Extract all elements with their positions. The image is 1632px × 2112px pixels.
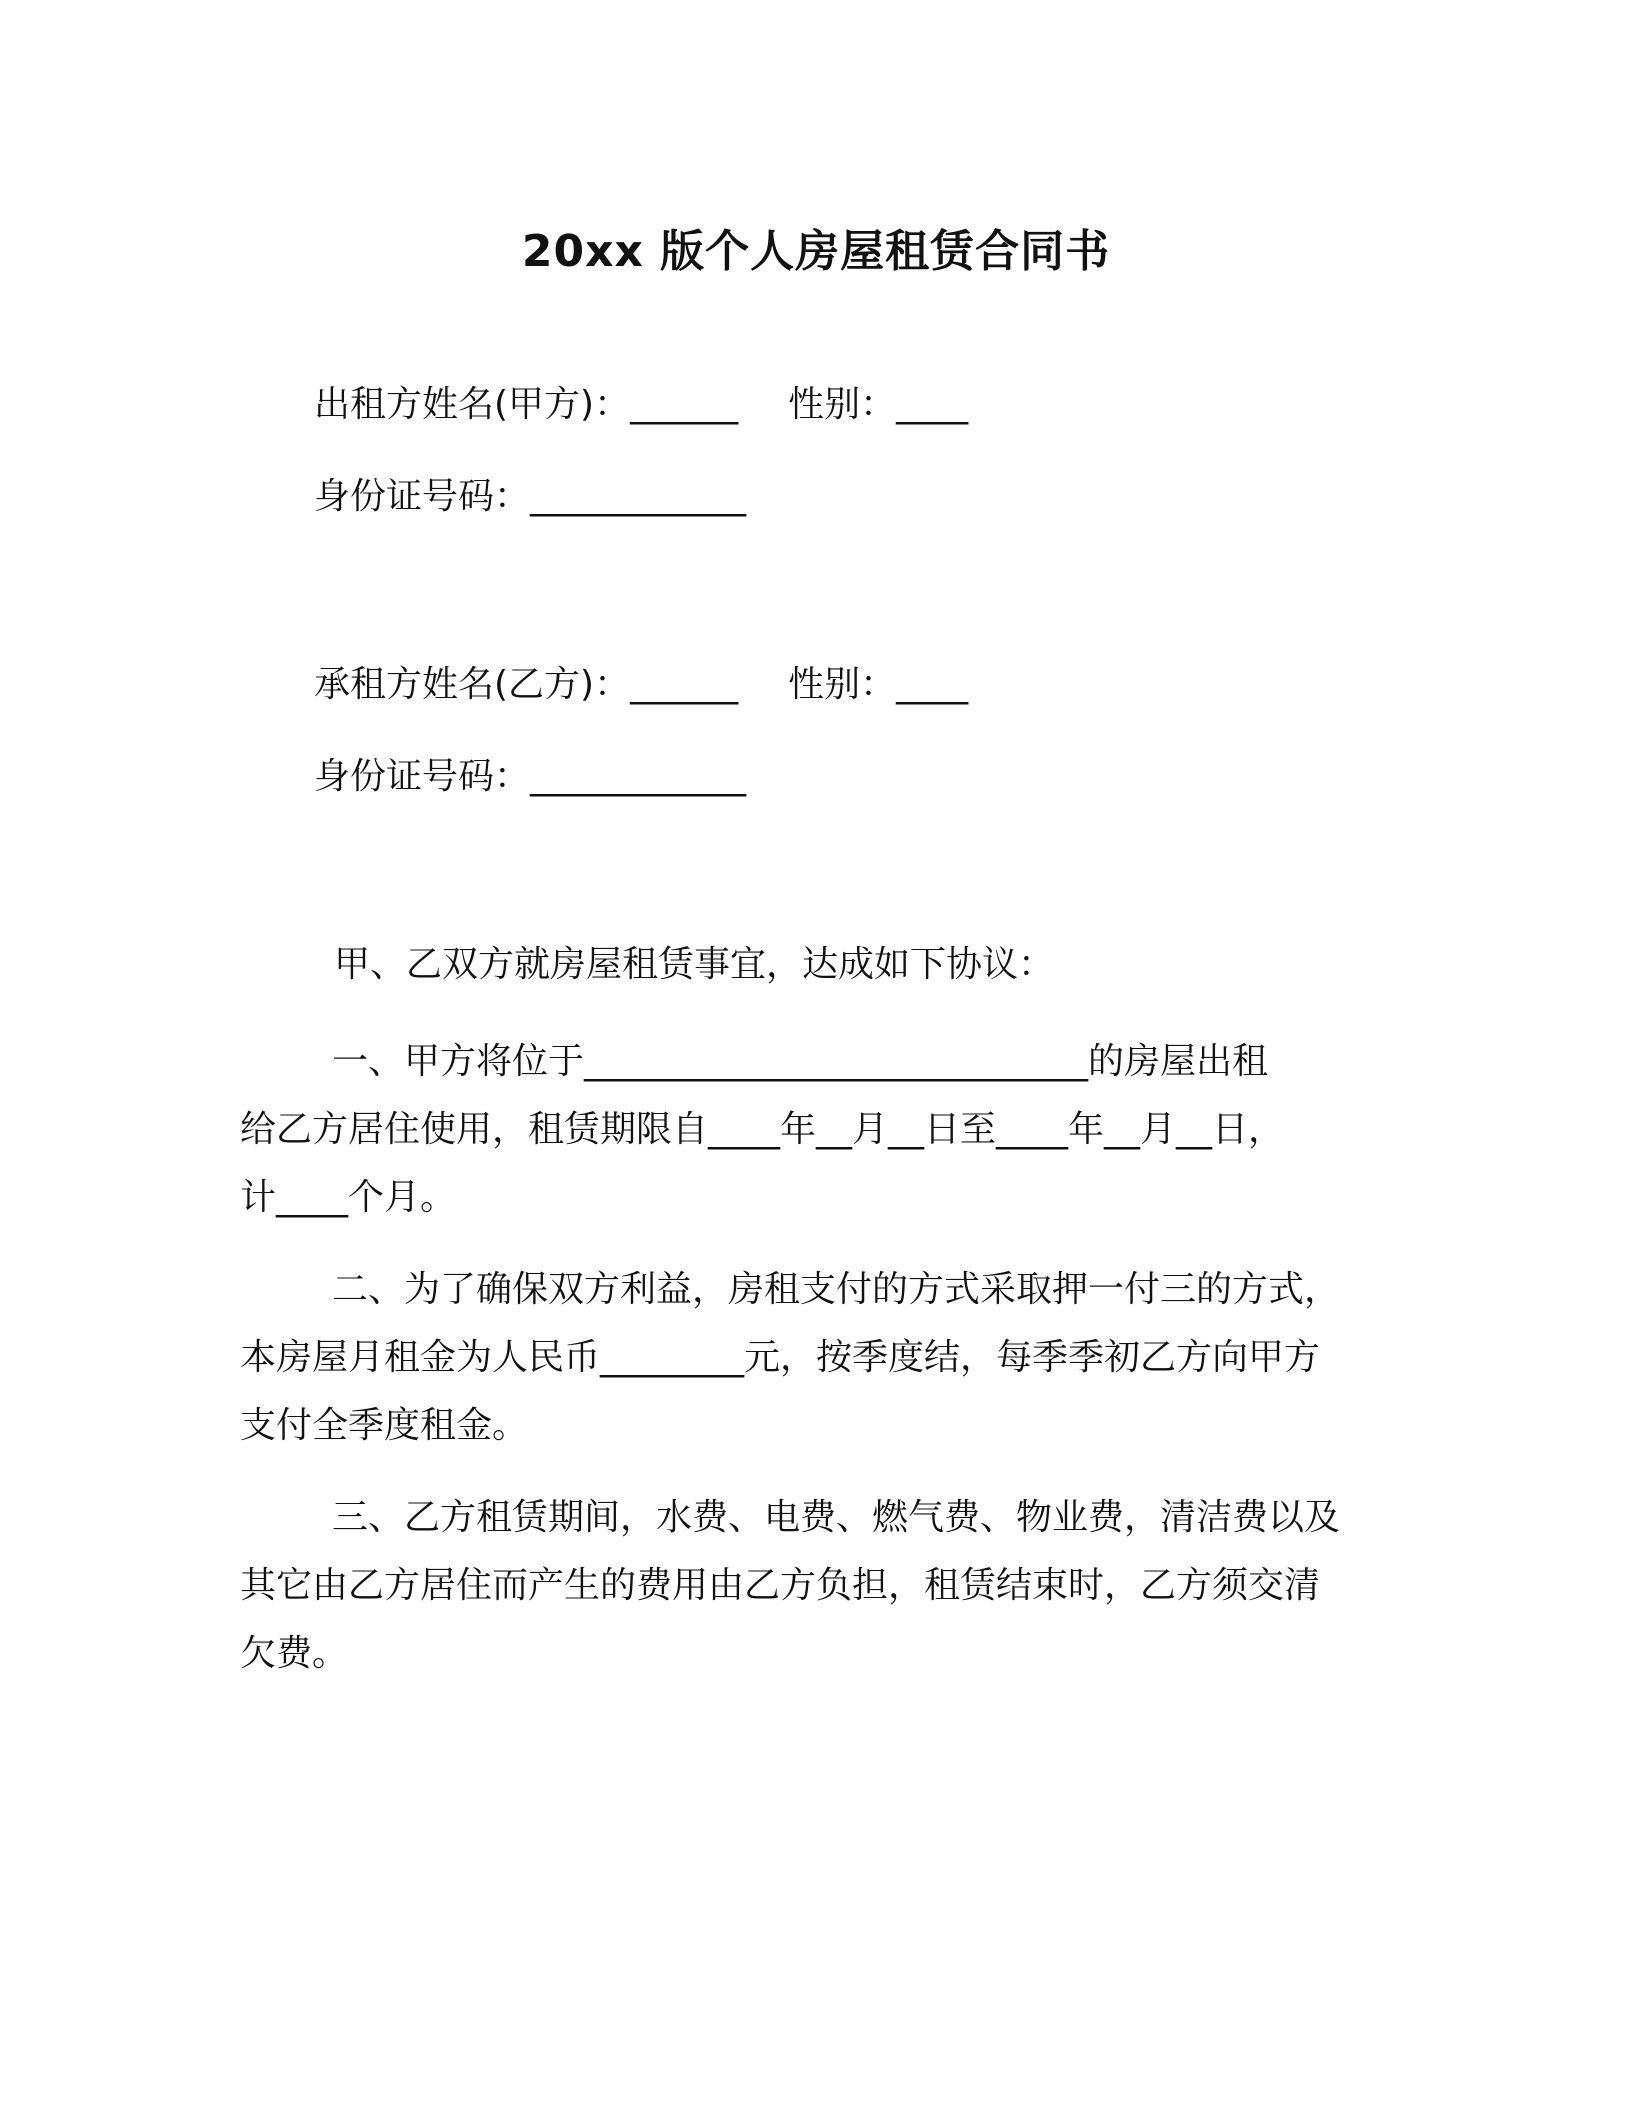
lessor-name-field[interactable]: 出租方姓名(甲方)：______ bbox=[314, 384, 739, 425]
agreement-intro: 甲、乙双方就房屋租赁事宜，达成如下协议： bbox=[334, 944, 1055, 985]
clause-3-line-3: 欠费。 bbox=[240, 1633, 349, 1674]
clause-2-line-3: 支付全季度租金。 bbox=[240, 1405, 529, 1446]
lessee-id-field[interactable]: 身份证号码：____________ bbox=[314, 756, 747, 797]
lessor-gender-field[interactable]: 性别：____ bbox=[788, 384, 969, 425]
lessee-name-row bbox=[314, 660, 968, 710]
clause-1-line-2: 给乙方居住使用，租赁期限自____年__月__日至____年__月__日， bbox=[240, 1109, 1285, 1150]
lessee-name-field[interactable]: 承租方姓名(乙方)：______ bbox=[314, 664, 739, 705]
clause-1-line-3: 计____个月。 bbox=[240, 1177, 457, 1218]
lessor-id-field[interactable]: 身份证号码：____________ bbox=[314, 476, 747, 517]
lessee-gender-field[interactable]: 性别：____ bbox=[788, 664, 969, 705]
lessor-name-row bbox=[314, 380, 968, 430]
clause-2-line-1: 二、为了确保双方利益，房租支付的方式采取押一付三的方式， bbox=[332, 1269, 1341, 1310]
lessor-id-row bbox=[314, 472, 746, 522]
clause-1-line-1: 一、甲方将位于____________________________的房屋出租 bbox=[332, 1041, 1269, 1082]
clause-2-line-2: 本房屋月租金为人民币________元，按季度结，每季季初乙方向甲方 bbox=[240, 1337, 1321, 1378]
clause-3 bbox=[240, 1484, 1380, 1688]
lessee-id-row bbox=[314, 752, 746, 802]
clause-3-line-1: 三、乙方租赁期间，水费、电费、燃气费、物业费，清洁费以及 bbox=[332, 1497, 1341, 1538]
document-title: 20xx 版个人房屋租赁合同书 bbox=[521, 226, 1111, 277]
clause-3-line-2: 其它由乙方居住而产生的费用由乙方负担，租赁结束时，乙方须交清 bbox=[240, 1565, 1321, 1606]
clause-2 bbox=[240, 1256, 1380, 1460]
clause-1 bbox=[240, 1028, 1380, 1232]
